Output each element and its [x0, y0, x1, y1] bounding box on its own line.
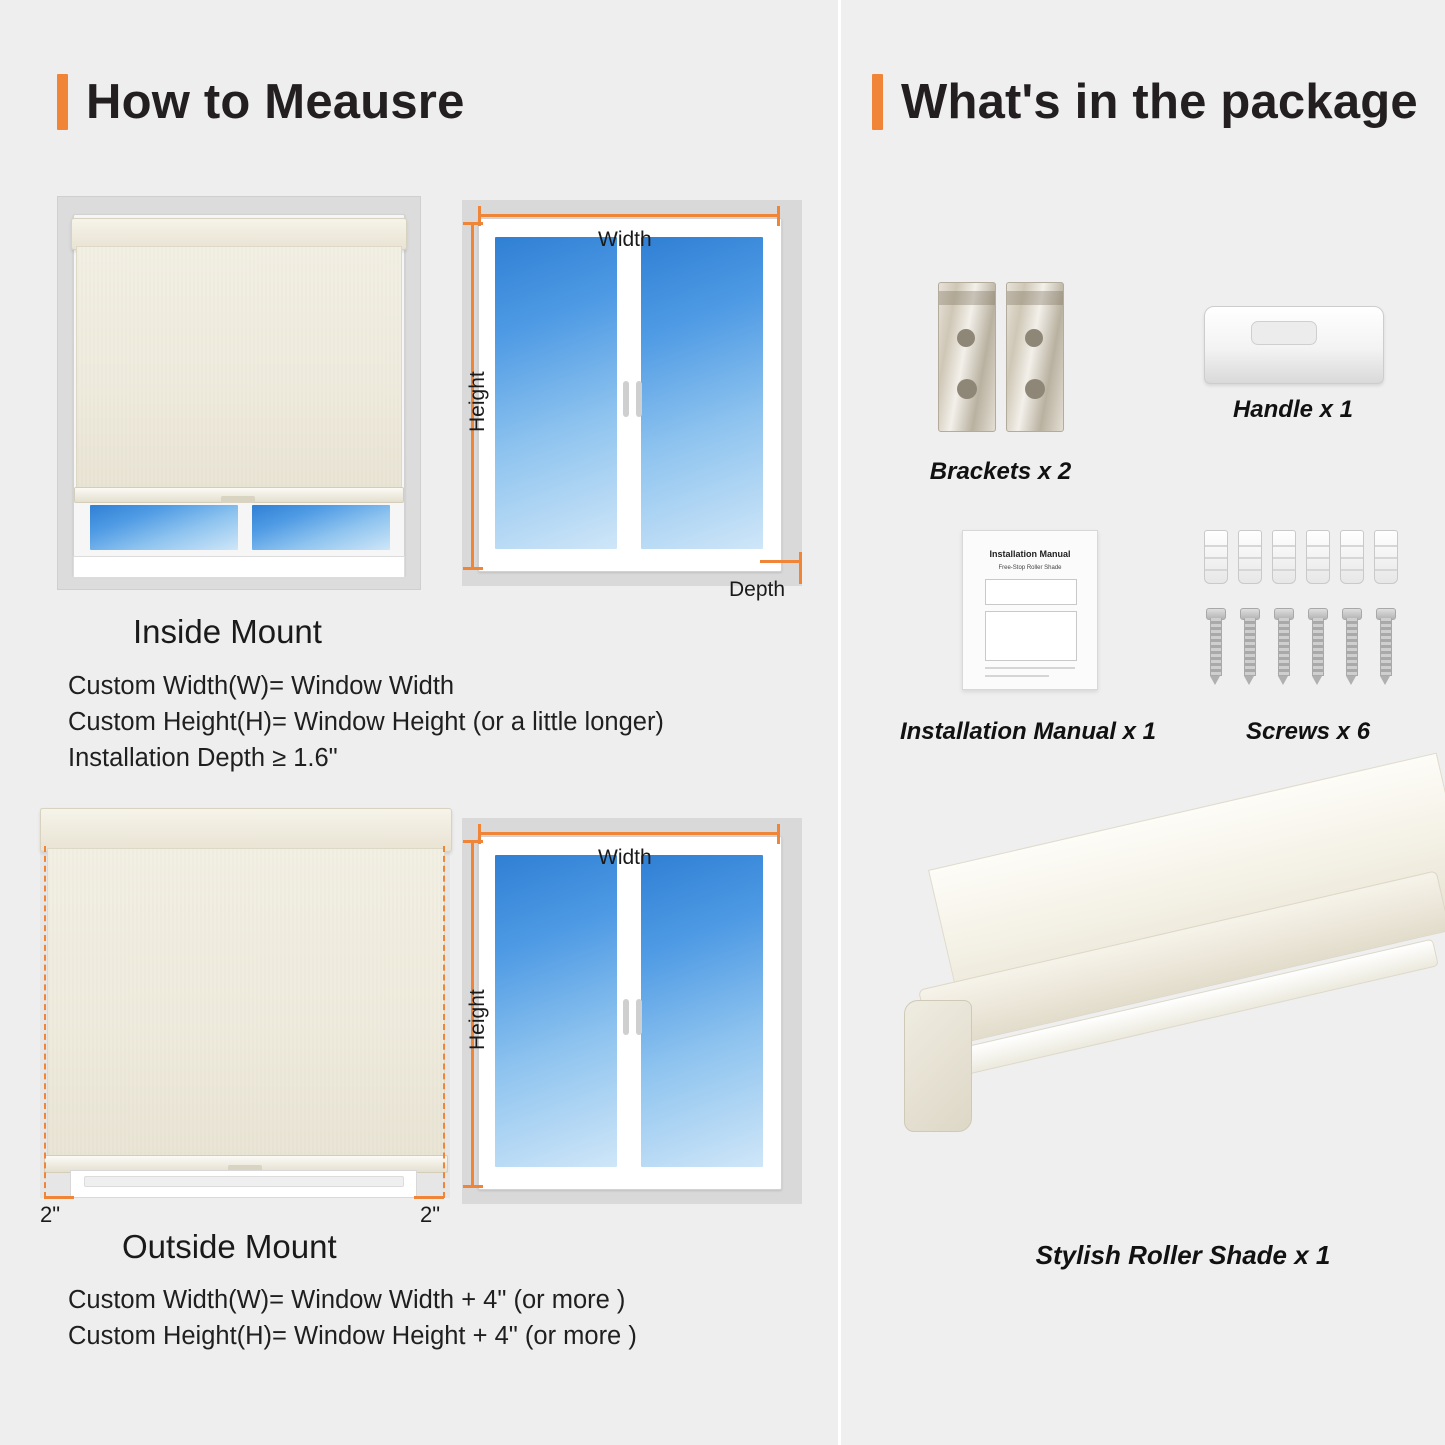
brackets-label: Brackets x 2 [929, 458, 1072, 485]
overhang-label-right: 2" [420, 1202, 441, 1227]
depth-tick [799, 552, 802, 584]
measure-glass-left-outside [495, 855, 617, 1167]
package-contents-panel [838, 0, 1445, 1445]
window-handle-left-inside [623, 381, 629, 417]
glass-pane-left [90, 505, 238, 550]
outside-line-2: Custom Height(H)= Window Height + 4" (or more ) [68, 1322, 637, 1350]
inside-line-2: Custom Height(H)= Window Height (or a little longer) [68, 708, 664, 736]
width-measure-line-inside [478, 214, 780, 217]
measure-glass-left-inside [495, 237, 617, 549]
height-label-inside: Height [466, 371, 489, 432]
window-handle-right-inside [636, 381, 642, 417]
wall-anchor-2 [1238, 530, 1262, 584]
shade-fabric-outside [47, 848, 445, 1160]
wall-anchor-1 [1204, 530, 1228, 584]
overhang-line-left [44, 1196, 74, 1199]
roller-shade-graphic [898, 860, 1443, 1270]
shade-fabric-inside [76, 246, 402, 491]
screw-2 [1240, 608, 1258, 692]
bracket-2 [1006, 282, 1064, 432]
wall-anchor-3 [1272, 530, 1296, 584]
outside-sill-edge [84, 1176, 404, 1187]
depth-measure-line [760, 560, 802, 563]
handle-body [1204, 306, 1384, 384]
glass-pane-right [252, 505, 390, 550]
measure-glass-right-inside [641, 237, 763, 549]
screw-4 [1308, 608, 1326, 692]
window-sill [73, 556, 405, 578]
inside-line-3: Installation Depth ≥ 1.6" [68, 744, 338, 772]
screw-1 [1206, 608, 1224, 692]
outside-mount-caption: Outside Mount [122, 1228, 337, 1265]
height-tick-top-outside [463, 840, 483, 843]
how-to-measure-heading [57, 74, 465, 130]
screw-3 [1274, 608, 1292, 692]
roller-shade-end-cap [904, 1000, 972, 1132]
handle-label: Handle x 1 [1232, 396, 1354, 423]
outside-dashed-right [443, 846, 445, 1198]
wall-anchor-5 [1340, 530, 1364, 584]
window-handle-right-outside [636, 999, 642, 1035]
measure-glass-right-outside [641, 855, 763, 1167]
height-label-outside: Height [466, 989, 489, 1050]
bracket-1 [938, 282, 996, 432]
wall-anchor-6 [1374, 530, 1398, 584]
height-tick-bottom-inside [463, 567, 483, 570]
window-handle-left-outside [623, 999, 629, 1035]
overhang-line-right [414, 1196, 444, 1199]
width-tick-right-inside [777, 206, 780, 226]
how-to-measure-title: How to Meausre [86, 75, 465, 129]
wall-anchor-4 [1306, 530, 1330, 584]
outside-line-1: Custom Width(W)= Window Width + 4" (or more ) [68, 1286, 626, 1314]
roller-shade-label: Stylish Roller Shade x 1 [1035, 1240, 1331, 1270]
manual-cover [962, 530, 1098, 690]
overhang-label-left: 2" [40, 1202, 61, 1227]
depth-label: Depth [729, 578, 786, 601]
screw-6 [1376, 608, 1394, 692]
width-tick-right-outside [777, 824, 780, 844]
accent-bar-right [872, 74, 883, 130]
width-label-outside: Width [598, 846, 652, 869]
height-tick-bottom-outside [463, 1185, 483, 1188]
package-heading [872, 74, 1418, 130]
manual-subtitle: Free-Stop Roller Shade [998, 565, 1062, 571]
screw-5 [1342, 608, 1360, 692]
accent-bar [57, 74, 68, 130]
panel-divider [838, 0, 841, 1445]
screws-label: Screws x 6 [1245, 718, 1371, 745]
width-label-inside: Width [598, 228, 652, 251]
manual-title: Installation Manual [989, 549, 1071, 559]
shade-pull-tab [221, 496, 255, 503]
width-measure-line-outside [478, 832, 780, 835]
manual-label: Installation Manual x 1 [899, 718, 1157, 745]
package-title: What's in the package [901, 75, 1418, 129]
inside-mount-caption: Inside Mount [133, 613, 322, 650]
outside-dashed-left [44, 846, 46, 1198]
outside-headrail [40, 808, 452, 852]
inside-line-1: Custom Width(W)= Window Width [68, 672, 455, 700]
height-tick-top-inside [463, 222, 483, 225]
